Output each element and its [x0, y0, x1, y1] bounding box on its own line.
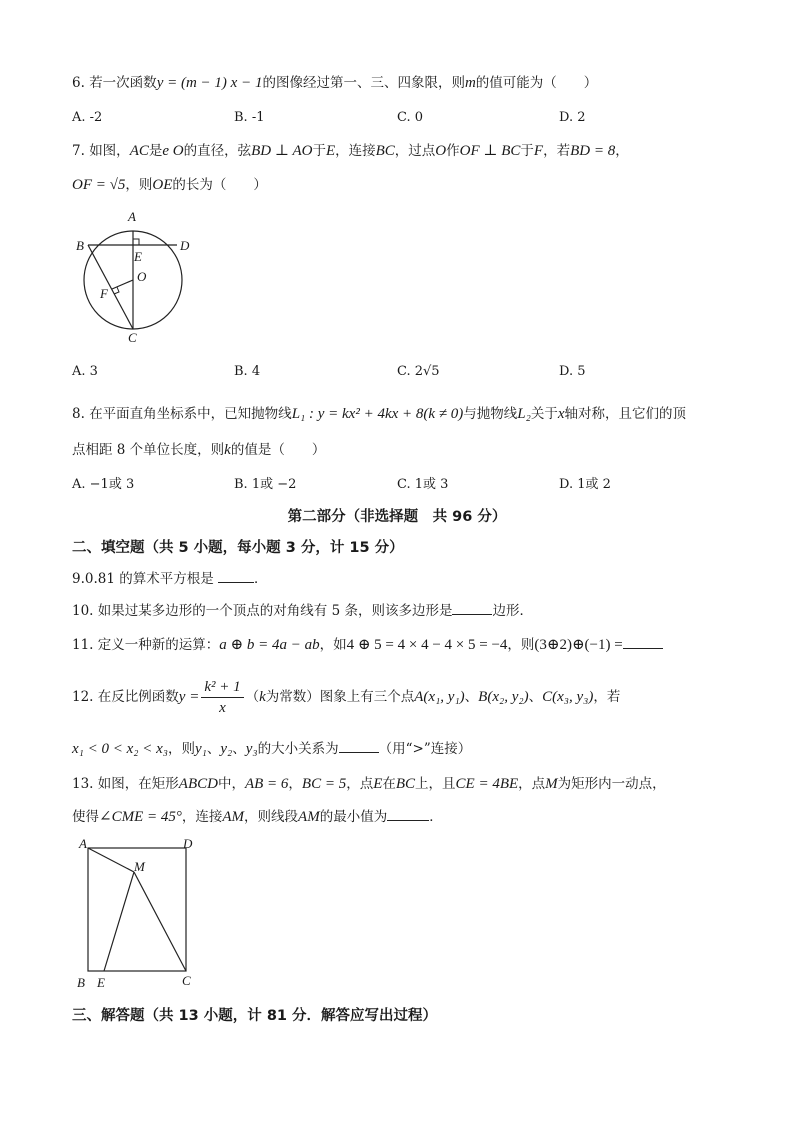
- q7-f: F: [533, 143, 544, 159]
- q12-y-eq: y =: [178, 689, 200, 705]
- q7-label-b: B: [76, 238, 84, 253]
- q7-e: E: [325, 143, 336, 159]
- q12-condition: x₁ < 0 < x₂ < x₃: [72, 741, 168, 757]
- q8-options: [72, 473, 732, 491]
- q8-x: x: [557, 406, 565, 422]
- q12-line1: [72, 676, 620, 718]
- q9-end: ．: [254, 571, 268, 587]
- q8-text: 与抛物线: [463, 406, 518, 422]
- q8-k: k: [224, 442, 231, 458]
- q13-label-b: B: [77, 975, 85, 990]
- q13-line2: [72, 806, 443, 826]
- q7-bc: BC: [375, 143, 395, 159]
- q8-text: 在平面直角坐标系中，已知抛物线: [89, 406, 292, 422]
- q11-ask: (3⊕2)⊕(−1) =: [534, 637, 623, 653]
- q7-text: ，: [615, 143, 629, 159]
- q8-option-b: B. 1或 −2: [234, 477, 297, 492]
- q13-e: E: [373, 776, 383, 792]
- section2-title: 二、填空题（共 5 小题，每小题 3 分，计 15 分）: [72, 540, 404, 556]
- q7-circle-o: e O: [162, 143, 184, 159]
- q12-point-b: B(x₂, y₂): [478, 689, 529, 705]
- q7-text: ，则: [125, 177, 153, 193]
- q7-text: ，过点: [394, 143, 436, 159]
- q11-line: [72, 634, 663, 654]
- q13-am: AM: [222, 809, 245, 825]
- q7-text: ，连接: [335, 143, 376, 159]
- q10-text: 如果过某多边形的一个顶点的对角线有 5 条，则该多边形是: [97, 603, 453, 619]
- q13-text: ．: [429, 809, 443, 825]
- q7-ac: AC: [129, 143, 149, 159]
- q6-text-after: 的图像经过第一、三、四象限，则: [262, 75, 465, 91]
- q7-label-e: E: [134, 249, 142, 264]
- q13-text: 为矩形内一动点，: [557, 776, 666, 792]
- q13-segment-me: [104, 872, 134, 971]
- q13-label-c: C: [182, 973, 191, 988]
- q13-ce: CE = 4BE: [455, 776, 519, 792]
- q13-answer-blank[interactable]: [387, 806, 429, 821]
- q10-number: 10.: [72, 603, 94, 619]
- q13-abcd: ABCD: [178, 776, 218, 792]
- q13-angle: ∠CME = 45°: [99, 809, 182, 825]
- q8-text: 关于: [530, 406, 558, 422]
- q12-frac-num: k² + 1: [201, 677, 243, 698]
- q6-line: [72, 74, 597, 92]
- q7-of-perp: OF ⊥ BC: [459, 143, 521, 159]
- q12-k: k: [259, 689, 266, 705]
- part2-title: 第二部分（非选择题 共 96 分）: [287, 509, 507, 525]
- q11-number: 11.: [72, 637, 94, 653]
- q10-answer-blank[interactable]: [452, 600, 492, 615]
- q6-text-before: 若一次函数: [89, 75, 157, 91]
- q8-l2: L₂: [517, 406, 531, 422]
- q13-rectangle-figure: [74, 834, 204, 994]
- q8-text: 点相距 8 个单位长度，则: [72, 442, 225, 458]
- q7-options: [72, 364, 732, 382]
- q8-text: 轴对称，且它们的顶: [564, 406, 687, 422]
- q7-label-o: O: [137, 269, 147, 284]
- q13-text: 在: [382, 776, 396, 792]
- q12-text: 为常数）图象上有三个点: [265, 689, 415, 705]
- q7-text: 的直径，弦: [183, 143, 252, 159]
- q9-text: 0.81 的算术平方根是: [84, 571, 214, 587]
- q7-option-a: A. 3: [72, 364, 98, 379]
- q7-of-eq: OF = √5: [72, 177, 126, 193]
- q9-answer-blank[interactable]: [218, 568, 254, 583]
- q11-def: a ⊕ b = 4a − ab: [219, 637, 320, 653]
- q7-label-c: C: [128, 330, 137, 345]
- q13-bc: BC = 5: [301, 776, 347, 792]
- q13-text: 如图，在矩形: [97, 776, 179, 792]
- q10-end: 边形．: [492, 603, 533, 619]
- q7-option-d: D. 5: [559, 364, 586, 379]
- q13-m: M: [545, 776, 558, 792]
- q7-bd-eq: BD = 8: [570, 143, 616, 159]
- q7-line1: [72, 142, 629, 160]
- q13-ab: AB = 6: [244, 776, 289, 792]
- q13-label-e: E: [97, 975, 105, 990]
- q8-option-c: C. 1或 3: [397, 477, 449, 492]
- q12-y2: y₂: [220, 741, 233, 757]
- q13-label-m: M: [134, 859, 145, 874]
- q13-text: 中，: [217, 776, 245, 792]
- q12-answer-blank[interactable]: [339, 738, 379, 753]
- q7-circle-figure: [72, 205, 202, 345]
- q9-number: 9.: [72, 571, 85, 587]
- q12-number: 12.: [72, 689, 94, 705]
- q11-text: 定义一种新的运算：: [97, 637, 220, 653]
- q6-formula: y = (m − 1) x − 1: [156, 75, 263, 91]
- q13-number: 13.: [72, 776, 94, 792]
- q7-option-b: B. 4: [234, 364, 261, 379]
- q7-segment-of: [112, 280, 133, 289]
- q7-right-angle-e: [133, 239, 139, 245]
- q7-text: 作: [446, 143, 460, 159]
- q8-option-d: D. 1或 2: [559, 477, 611, 492]
- q8-l1: L₁ : y = kx² + 4kx + 8(k ≠ 0): [291, 406, 464, 422]
- q7-line2: [72, 176, 267, 194]
- q7-text: ，若: [543, 143, 571, 159]
- q7-text: 于: [312, 143, 326, 159]
- q13-text: 的最小值为: [319, 809, 388, 825]
- q13-label-a: A: [79, 836, 87, 851]
- section3-title: 三、解答题（共 13 小题，计 81 分．解答应写出过程）: [72, 1008, 438, 1024]
- q8-option-a: A. −1或 3: [72, 477, 135, 492]
- q11-answer-blank[interactable]: [623, 634, 663, 649]
- q12-text: （用“>”连接）: [378, 741, 472, 757]
- q7-bd-perp: BD ⊥ AO: [251, 143, 313, 159]
- q13-text: ，点: [346, 776, 374, 792]
- q12-text: 的大小关系为: [257, 741, 339, 757]
- q6-option-d: D. 2: [559, 110, 586, 125]
- q12-fraction: [201, 677, 243, 718]
- q6-options: [72, 110, 732, 128]
- q13-text: 使得: [72, 809, 99, 825]
- q7-text: 如图，: [89, 143, 130, 159]
- q6-option-c: C. 0: [397, 110, 424, 125]
- q8-line2: [72, 441, 325, 459]
- q11-example: 4 ⊕ 5 = 4 × 4 − 4 × 5 = −4: [346, 637, 508, 653]
- q7-number: 7.: [72, 143, 85, 159]
- q13-am2: AM: [298, 809, 320, 825]
- q8-line1: [72, 405, 686, 423]
- q8-number: 8.: [72, 406, 85, 422]
- q9-line: [72, 568, 268, 588]
- q8-text: 的值是（ ）: [230, 442, 326, 458]
- q13-segment-am: [88, 848, 134, 872]
- q6-text-end: 的值可能为（ ）: [475, 75, 598, 91]
- q12-text: （: [245, 689, 260, 705]
- q12-text: ，若: [593, 689, 621, 705]
- q13-label-d: D: [183, 836, 193, 851]
- q7-label-d: D: [180, 238, 190, 253]
- q12-y3: y₃: [245, 741, 258, 757]
- q12-frac-den: x: [219, 700, 226, 716]
- q6-var-m: m: [464, 75, 476, 91]
- q10-line: [72, 600, 533, 620]
- q11-text: ，则: [507, 637, 535, 653]
- q13-text: ，点: [518, 776, 546, 792]
- q13-text: ，则线段: [244, 809, 299, 825]
- q6-option-b: B. -1: [234, 110, 265, 125]
- q7-text: 是: [148, 143, 163, 159]
- q12-sep: 、: [464, 689, 479, 705]
- q12-text: ，则: [167, 741, 195, 757]
- q7-oe: OE: [152, 177, 173, 193]
- q7-option-c: C. 2√5: [397, 364, 440, 379]
- q12-line2: x₁ < 0 < x₂ < x₃，则y₁、y₂、y₃的大小关系为 （用“>”连接）: [72, 738, 471, 758]
- q7-segment-bc: [88, 245, 133, 329]
- q6-number: 6.: [72, 75, 85, 91]
- q12-point-a: A(x₁, y₁): [414, 689, 465, 705]
- q6-option-a: A. -2: [72, 110, 103, 125]
- q13-line1: 13. 如图，在矩形ABCD中，AB = 6，BC = 5，点E在BC上，且CE = 4BE，点M为矩形内一动点，: [72, 776, 666, 792]
- q12-point-c: C(x₃, y₃): [542, 689, 594, 705]
- q7-label-f: F: [100, 286, 108, 301]
- q7-o: O: [435, 143, 447, 159]
- q7-text: 于: [520, 143, 534, 159]
- q13-bc2: BC: [395, 776, 416, 792]
- q13-segment-mc: [134, 872, 186, 971]
- q7-label-a: A: [128, 209, 136, 224]
- q11-text: ，如: [319, 637, 347, 653]
- q13-text: ，连接: [181, 809, 223, 825]
- q12-sep: 、: [528, 689, 543, 705]
- q13-text: 上，且: [415, 776, 456, 792]
- q12-text: 在反比例函数: [97, 689, 179, 705]
- q7-text: 的长为（ ）: [172, 177, 267, 193]
- q12-y1: y₁: [194, 741, 207, 757]
